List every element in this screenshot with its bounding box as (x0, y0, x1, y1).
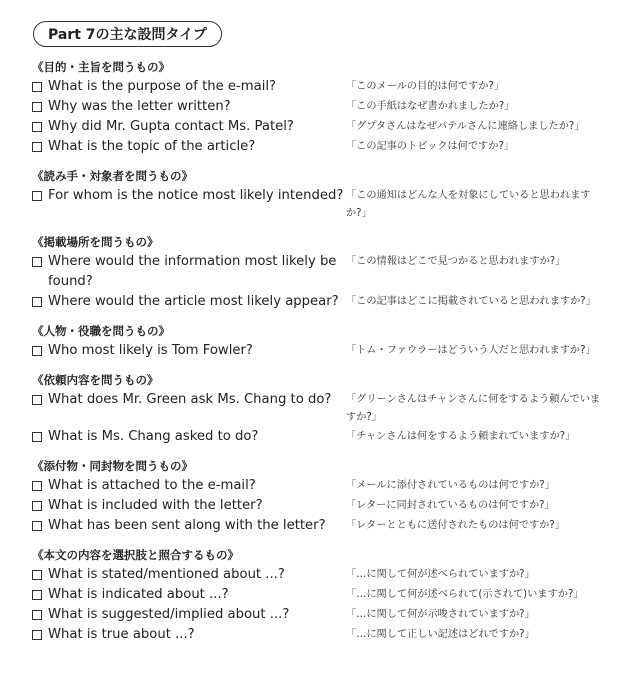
question-section (32, 370, 612, 447)
question-row (32, 476, 612, 496)
english-question (32, 427, 344, 447)
question-row (32, 341, 612, 361)
english-question (32, 97, 344, 117)
checkbox-icon (32, 501, 42, 511)
english-question-text: What is Ms. Chang asked to do? (48, 429, 259, 444)
english-question (32, 605, 344, 625)
english-question-text: What is the purpose of the e-mail? (48, 79, 277, 94)
question-row (32, 390, 612, 427)
english-question-text: What does Mr. Green ask Ms. Chang to do? (48, 392, 332, 407)
checkbox-icon (32, 191, 42, 201)
question-row (32, 516, 612, 536)
checkbox-icon (32, 630, 42, 640)
section-heading: 《掲載場所を問うもの》 (32, 235, 159, 249)
english-question-text: What is true about ...? (48, 627, 195, 642)
english-question (32, 516, 344, 536)
english-question-text: What is stated/mentioned about ...? (48, 567, 285, 582)
english-question-text: What is suggested/implied about ...? (48, 607, 290, 622)
question-row (32, 427, 612, 447)
english-question-text: What has been sent along with the letter? (48, 518, 326, 533)
section-heading: 《人物・役職を問うもの》 (32, 324, 170, 338)
japanese-translation: 「…に関して何が述べられて(示されて)いますか?」 (346, 589, 584, 600)
japanese-translation: 「この記事のトピックは何ですか?」 (346, 141, 514, 152)
checkbox-icon (32, 610, 42, 620)
question-row (32, 117, 612, 137)
checkbox-icon (32, 521, 42, 531)
japanese-translation: 「レターとともに送付されたものは何ですか?」 (346, 520, 565, 531)
english-question-text: For whom is the notice most likely intended? (48, 188, 344, 203)
question-section (32, 321, 612, 361)
japanese-translation: 「このメールの目的は何ですか?」 (346, 81, 505, 92)
japanese-translation: 「トム・ファウラーはどういう人だと思われますか?」 (346, 345, 596, 356)
japanese-translation: 「この記事はどこに掲載されていると思われますか?」 (346, 296, 596, 307)
checkbox-icon (32, 346, 42, 356)
english-question-text: What is indicated about ...? (48, 587, 229, 602)
question-row (32, 252, 612, 292)
section-heading: 《添付物・同封物を問うもの》 (32, 459, 193, 473)
checkbox-icon (32, 395, 42, 405)
english-question (32, 292, 344, 312)
question-section (32, 232, 612, 312)
checkbox-icon (32, 257, 42, 267)
question-section (32, 545, 612, 645)
question-row (32, 292, 612, 312)
english-question-text: Why was the letter written? (48, 99, 231, 114)
checkbox-icon (32, 297, 42, 307)
english-question-text: Why did Mr. Gupta contact Ms. Patel? (48, 119, 294, 134)
checkbox-icon (32, 82, 42, 92)
english-question (32, 390, 344, 410)
page-title: Part 7の主な設問タイプ (33, 21, 222, 47)
question-section (32, 456, 612, 536)
english-question (32, 476, 344, 496)
checkbox-icon (32, 570, 42, 580)
english-question-text: What is the topic of the article? (48, 139, 256, 154)
japanese-translation: 「グリーンさんはチャンさんに何をするよう頼んでいますか?」 (346, 394, 601, 423)
english-question (32, 585, 344, 605)
section-heading: 《依頼内容を問うもの》 (32, 373, 159, 387)
question-section (32, 166, 612, 223)
japanese-translation: 「メールに添付されているものは何ですか?」 (346, 480, 555, 491)
english-question (32, 186, 344, 206)
japanese-translation: 「…に関して正しい記述はどれですか?」 (346, 629, 535, 640)
english-question (32, 252, 344, 292)
english-question-text: What is attached to the e-mail? (48, 478, 256, 493)
question-row (32, 496, 612, 516)
checkbox-icon (32, 590, 42, 600)
question-row (32, 585, 612, 605)
question-row (32, 186, 612, 223)
english-question (32, 565, 344, 585)
checkbox-icon (32, 481, 42, 491)
english-question-text: What is included with the letter? (48, 498, 263, 513)
section-heading: 《読み手・対象者を問うもの》 (32, 169, 193, 183)
question-row (32, 77, 612, 97)
question-row (32, 605, 612, 625)
english-question-text: Who most likely is Tom Fowler? (48, 343, 253, 358)
english-question (32, 341, 344, 361)
checkbox-icon (32, 432, 42, 442)
japanese-translation: 「この情報はどこで見つかると思われますか?」 (346, 256, 566, 267)
question-row (32, 625, 612, 645)
question-row (32, 137, 612, 157)
japanese-translation: 「チャンさんは何をするよう頼まれていますか?」 (346, 431, 576, 442)
japanese-translation: 「この手紙はなぜ書かれましたか?」 (346, 101, 515, 112)
question-section (32, 57, 612, 157)
question-type-list (32, 57, 612, 654)
checkbox-icon (32, 122, 42, 132)
question-row (32, 97, 612, 117)
english-question (32, 117, 344, 137)
checkbox-icon (32, 142, 42, 152)
english-question (32, 77, 344, 97)
english-question-text: Where would the article most likely appear? (48, 294, 339, 309)
english-question (32, 625, 344, 645)
japanese-translation: 「レターに同封されているものは何ですか?」 (346, 500, 555, 511)
english-question-text: Where would the information most likely be found? (48, 254, 337, 289)
japanese-translation: 「…に関して何が述べられていますか?」 (346, 569, 535, 580)
section-heading: 《本文の内容を選択肢と照合するもの》 (32, 548, 239, 562)
question-row (32, 565, 612, 585)
english-question (32, 137, 344, 157)
japanese-translation: 「グプタさんはなぜパテルさんに連絡しましたか?」 (346, 121, 585, 132)
english-question (32, 496, 344, 516)
japanese-translation: 「この通知はどんな人を対象にしていると思われますか?」 (346, 190, 591, 219)
checkbox-icon (32, 102, 42, 112)
japanese-translation: 「…に関して何が示唆されていますか?」 (346, 609, 535, 620)
section-heading: 《目的・主旨を問うもの》 (32, 60, 170, 74)
